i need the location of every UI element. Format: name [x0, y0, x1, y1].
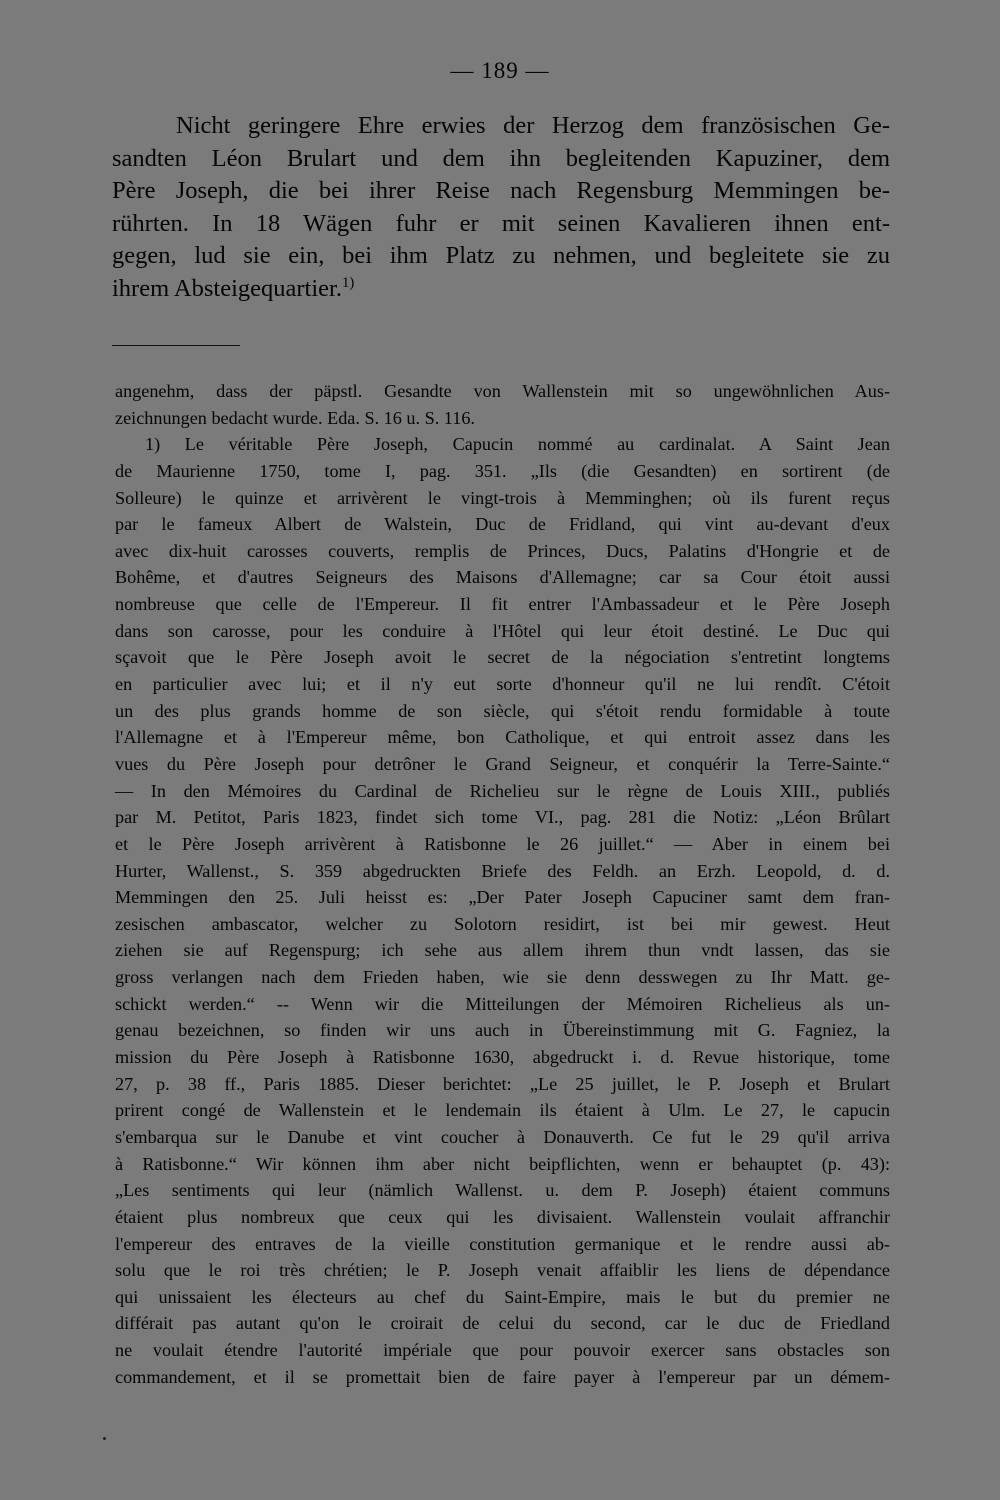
footnote-line: dans son carosse, pour les conduire à l'Hôtel qui leur étoit destiné. Le Duc qui [115, 620, 890, 641]
main-line: gegen, lud sie ein, bei ihm Platz zu nehmen, und begleitete sie zu [112, 242, 890, 270]
footnote-line: genau bezeichnen, so finden wir uns auch in Übereinstimmung mit G. Fagniez, la [115, 1020, 890, 1041]
footnote-line: vues du Père Joseph pour detrôner le Grand Seigneur, et conquérir la Terre-Sainte.“ [115, 753, 890, 774]
footnote-line: en particulier avec lui; et il n'y eut sorte d'honneur qu'il ne lui rendît. C'étoit [115, 674, 890, 695]
footnote-line: l'Allemagne et à l'Empereur même, bon Catholique, et qui entroit assez dans les [115, 727, 890, 748]
footnote-line: 1) Le véritable Père Joseph, Capucin nommé au cardinalat. A Saint Jean [145, 434, 890, 455]
footnote-line: différait pas autant qu'on le croirait de celui du second, car le duc de Friedland [115, 1313, 890, 1334]
page-number: — 189 — [450, 58, 550, 83]
footnote-line: avec dix-huit carosses couverts, remplis de Princes, Ducs, Palatins d'Hongrie et de [115, 540, 890, 561]
footnote-line: 27, p. 38 ff., Paris 1885. Dieser berichtet: „Le 25 juillet, le P. Joseph et Brulart [115, 1073, 890, 1094]
footnote-line: gross verlangen nach dem Frieden haben, wie sie denn desswegen zu Ihr Matt. ge- [115, 967, 890, 988]
main-line-text: ihrem Absteigequartier. [112, 274, 342, 302]
footnote-line: angenehm, dass der päpstl. Gesandte von Wallenstein mit so ungewöhnlichen Aus- [115, 381, 890, 401]
main-paragraph [112, 110, 890, 306]
footnote-separator [112, 345, 240, 346]
footnote-line: prirent congé de Wallenstein et le lendemain ils étaient à Ulm. Le 27, le capucin [115, 1100, 890, 1121]
main-line: sandten Léon Brulart und dem ihn begleitenden Kapuziner, dem [112, 144, 890, 172]
footnote-line: ne voulait étendre l'autorité impériale que pour pouvoir exercer sans obstacles son [115, 1340, 890, 1361]
main-line-last [112, 273, 890, 306]
main-line: rührten. In 18 Wägen fuhr er mit seinen Kavalieren ihnen ent- [112, 209, 890, 237]
footnote-line: Bohême, et d'autres Seigneurs des Maisons d'Allemagne; car sa Cour étoit aussi [115, 567, 890, 588]
footnote-line: nombreuse que celle de l'Empereur. Il fit entrer l'Ambassadeur et le Père Joseph [115, 594, 890, 615]
footnote-line: par M. Petitot, Paris 1823, findet sich tome VI., pag. 281 die Notiz: „Léon Brûlart [115, 807, 890, 828]
footnote-line: — In den Mémoires du Cardinal de Richelieu sur le règne de Louis XIII., publiés [115, 780, 890, 801]
footnote-reference: 1) [341, 274, 355, 291]
footnote-line: l'empereur des entraves de la vieille constitution germanique et le rendre aussi ab- [115, 1233, 890, 1254]
footnote-line: étaient plus nombreux que ceux qui les divisaient. Wallenstein voulait affranchir [115, 1206, 890, 1227]
footnotes [115, 378, 890, 1390]
main-line: Nicht geringere Ehre erwies der Herzog dem französischen Ge- [176, 112, 890, 139]
footnote-line: qui unissaient les électeurs au chef du Saint-Empire, mais le but du premier ne [115, 1286, 890, 1307]
footnote-line: „Les sentiments qui leur (nämlich Wallenst. u. dem P. Joseph) étaient communs [115, 1180, 890, 1201]
footnote-line: zesischen ambascator, welcher zu Solotorn residirt, ist bei mir gewest. Heut [115, 913, 890, 934]
footnote-line: zeichnungen bedacht wurde. Eda. S. 16 u. S. 116. [115, 407, 475, 428]
footnote-line: Memmingen den 25. Juli heisst es: „Der Pater Joseph Capuciner samt dem fran- [115, 887, 890, 908]
footnote-line: schickt werden.“ -- Wenn wir die Mitteilungen der Mémoiren Richelieus als un- [115, 993, 890, 1014]
footnote-line: à Ratisbonne.“ Wir können ihm aber nicht beipflichten, wenn er behauptet (p. 43): [115, 1153, 890, 1174]
footnote-line: s'embarqua sur le Danube et vint coucher à Donauverth. Ce fut le 29 qu'il arriva [115, 1126, 890, 1147]
footnote-line: ziehen sie auf Regenspurg; ich sehe aus allem ihrem thun vndt lassen, das sie [115, 940, 890, 961]
footnote-line: un des plus grands homme de son siècle, qui s'étoit rendu formidable à toute [115, 700, 890, 721]
footnote-line: solu que le roi très chrétien; le P. Joseph venait affaiblir les liens de dépendance [115, 1260, 890, 1281]
footnote-line: Hurter, Wallenst., S. 359 abgedruckten Briefe des Feldh. an Erzh. Leopold, d. d. [115, 860, 890, 881]
footnote-line: Solleure) le quinze et arrivèrent le vingt-trois à Memminghen; où ils furent reçus [115, 487, 890, 508]
margin-speck [103, 1437, 106, 1440]
footnote-line: de Maurienne 1750, tome I, pag. 351. „Ils (die Gesandten) en sortirent (de [115, 460, 890, 481]
footnote-line: mission du Père Joseph à Ratisbonne 1630, abgedruckt i. d. Revue historique, tome [115, 1047, 890, 1068]
footnote-line: commandement, et il se promettait bien de faire payer à l'empereur par un démem- [115, 1366, 890, 1387]
main-line: Père Joseph, die bei ihrer Reise nach Regensburg Memmingen be- [112, 177, 890, 205]
footnote-line: par le fameux Albert de Walstein, Duc de Fridland, qui vint au-devant d'eux [115, 514, 890, 535]
footnote-line: et le Père Joseph arrivèrent à Ratisbonne le 26 juillet.“ — Aber in einem bei [115, 833, 890, 854]
footnote-line: sçavoit que le Père Joseph avoit le secret de la négociation s'entretint longtems [115, 647, 890, 668]
